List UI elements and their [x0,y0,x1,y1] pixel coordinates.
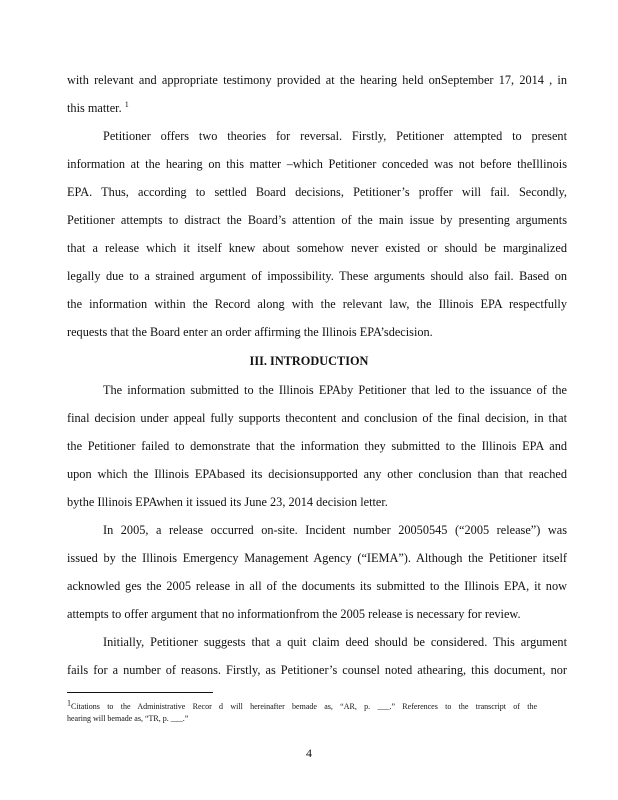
body-line: information at the hearing on this matter –which Petitioner conceded was not before theIllinois [67,157,567,171]
footnote-separator [67,692,213,693]
body-line: upon which the Illinois EPAbased its decisionsupported any other conclusion than that reached [67,467,567,481]
body-line: final decision under appeal fully supports thecontent and conclusion of the final decision, in that [67,411,567,425]
body-line: legally due to a strained argument of impossibility. These arguments should also fail. Based on [67,269,567,283]
body-line [67,101,567,115]
footnote-marker: 1 [67,698,71,708]
body-line: In 2005, a release occurred on-site. Incident number 20050545 (“2005 release”) was [103,523,567,537]
body-line: The information submitted to the Illinois EPAby Petitioner that led to the issuance of the [103,383,567,397]
footnote-reference: 1 [124,99,129,109]
body-line: the information within the Record along with the relevant law, the Illinois EPA respectfully [67,297,567,311]
section-heading: III. INTRODUCTION [249,354,369,368]
body-line-text: this matter. [67,101,122,115]
footnote-line: hearing will bemade as, “TR, p. ___.” [67,714,189,723]
footnote-line [67,698,537,712]
body-line: bythe Illinois EPAwhen it issued its June 23, 2014 decision letter. [67,495,388,509]
footnote-text: Citations to the Administrative Recor d will hereinafter bemade as, “AR, p. ___.” References to the transcript of the [71,702,537,711]
body-line: issued by the Illinois Emergency Management Agency (“IEMA”). Although the Petitioner itself [67,551,567,565]
body-line: EPA. Thus, according to settled Board decisions, Petitioner’s proffer will fail. Secondly, [67,185,567,199]
body-line: attempts to offer argument that no informationfrom the 2005 release is necessary for review. [67,607,521,621]
body-line: that a release which it itself knew about somehow never existed or should be marginalized [67,241,567,255]
body-line: the Petitioner failed to demonstrate that the information they submitted to the Illinois EPA and [67,439,567,453]
body-line: Initially, Petitioner suggests that a quit claim deed should be considered. This argument [103,635,567,649]
body-line: requests that the Board enter an order affirming the Illinois EPA’sdecision. [67,325,433,339]
body-line: with relevant and appropriate testimony provided at the hearing held onSeptember 17, 2014 , in [67,73,567,87]
body-line: acknowled ges the 2005 release in all of the documents its submitted to the Illinois EPA, it now [67,579,567,593]
body-line: fails for a number of reasons. Firstly, as Petitioner’s counsel noted athearing, this document, nor [67,663,567,677]
body-line: Petitioner offers two theories for reversal. Firstly, Petitioner attempted to present [103,129,567,143]
page-number: 4 [306,746,312,760]
body-line: Petitioner attempts to distract the Board’s attention of the main issue by presenting arguments [67,213,567,227]
